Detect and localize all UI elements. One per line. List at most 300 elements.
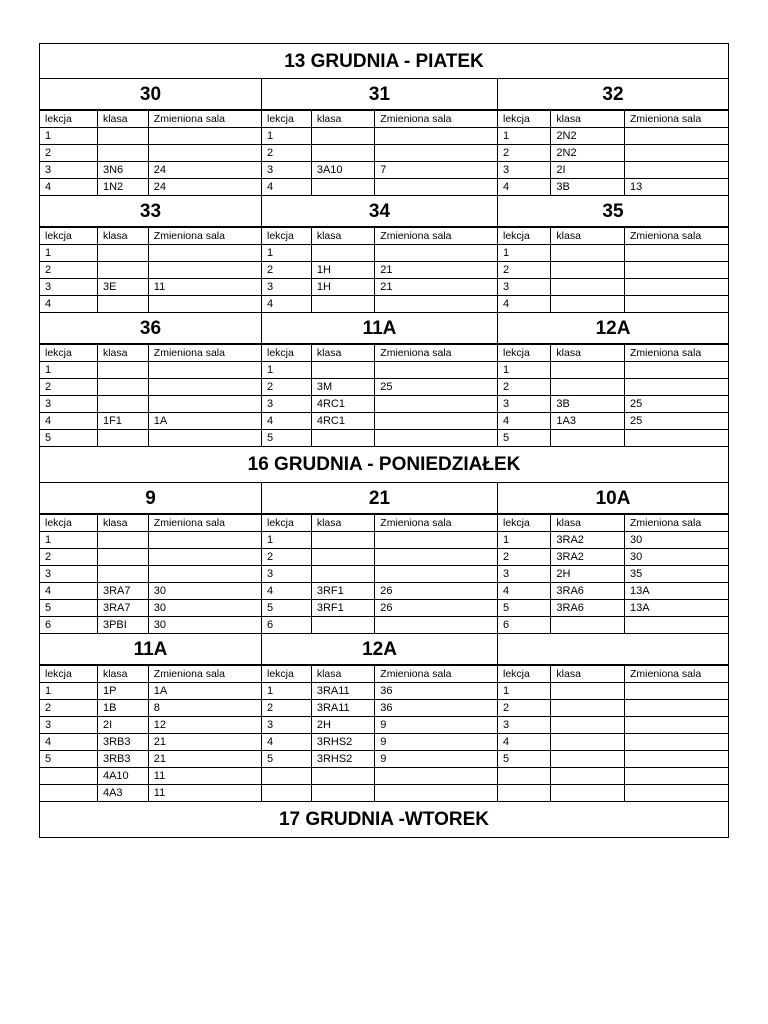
class-cell: 3RB3: [97, 734, 148, 751]
table-row: [40, 262, 261, 279]
class-cell: 3RA2: [551, 532, 625, 549]
lesson-cell: 1: [498, 245, 551, 262]
room-block-row: [39, 313, 729, 447]
class-cell: [311, 768, 374, 785]
table-row: [40, 683, 261, 700]
column-header: Zmieniona sala: [148, 515, 261, 532]
column-header: lekcja: [40, 345, 97, 362]
column-header: Zmieniona sala: [624, 228, 728, 245]
lesson-cell: 2: [40, 145, 97, 162]
changed-room-cell: 11: [148, 768, 261, 785]
table-row: [262, 279, 497, 296]
table-row: [40, 785, 261, 802]
class-cell: 2N2: [551, 128, 625, 145]
class-cell: [97, 262, 148, 279]
room-column: [39, 79, 261, 196]
changed-room-cell: 21: [375, 279, 497, 296]
table-row: [40, 734, 261, 751]
table-row: [262, 413, 497, 430]
lesson-cell: 4: [40, 179, 97, 196]
lesson-cell: 2: [262, 700, 311, 717]
table-header-row: [498, 111, 728, 128]
class-cell: [311, 128, 374, 145]
table-row: [40, 617, 261, 634]
changed-room-cell: [624, 245, 728, 262]
changed-room-cell: [624, 162, 728, 179]
class-cell: 3RB3: [97, 751, 148, 768]
class-cell: 3M: [311, 379, 374, 396]
changed-room-cell: [624, 362, 728, 379]
lesson-cell: 1: [262, 683, 311, 700]
room-column: [39, 196, 261, 313]
lesson-cell: 2: [498, 145, 551, 162]
column-header: lekcja: [498, 345, 551, 362]
class-cell: [551, 734, 625, 751]
lesson-cell: 3: [262, 279, 311, 296]
changed-room-cell: 1A: [148, 413, 261, 430]
changed-room-cell: [375, 179, 497, 196]
lesson-cell: 5: [40, 430, 97, 447]
day-title: 16 GRUDNIA - PONIEDZIAŁEK: [39, 447, 729, 483]
table-row: [40, 600, 261, 617]
table-row: [262, 179, 497, 196]
class-cell: [551, 245, 625, 262]
table-row: [40, 379, 261, 396]
table-row: [498, 396, 728, 413]
table-row: [498, 549, 728, 566]
table-row: [498, 128, 728, 145]
class-cell: 1N2: [97, 179, 148, 196]
table-row: [498, 145, 728, 162]
changed-room-cell: [624, 430, 728, 447]
lesson-cell: 3: [40, 396, 97, 413]
room-block-row: [39, 634, 729, 802]
class-cell: [97, 362, 148, 379]
table-row: [40, 566, 261, 583]
room-number: 33: [40, 196, 261, 227]
table-row: [262, 700, 497, 717]
class-cell: 2I: [97, 717, 148, 734]
table-row: [262, 162, 497, 179]
table-row: [262, 379, 497, 396]
room-column: [497, 634, 729, 802]
changed-room-cell: 30: [624, 532, 728, 549]
lesson-cell: 3: [498, 396, 551, 413]
table-row: [262, 145, 497, 162]
class-cell: 3RHS2: [311, 734, 374, 751]
class-cell: 3N6: [97, 162, 148, 179]
class-cell: [311, 532, 374, 549]
lesson-cell: 4: [40, 296, 97, 313]
column-header: Zmieniona sala: [624, 345, 728, 362]
class-cell: [97, 245, 148, 262]
changed-room-cell: [148, 430, 261, 447]
table-row: [262, 583, 497, 600]
table-header-row: [262, 345, 497, 362]
lesson-cell: 4: [262, 583, 311, 600]
table-row: [262, 362, 497, 379]
room-change-table: [40, 344, 261, 446]
changed-room-cell: [148, 549, 261, 566]
changed-room-cell: 24: [148, 162, 261, 179]
lesson-cell: 4: [498, 583, 551, 600]
table-row: [40, 296, 261, 313]
column-header: lekcja: [40, 666, 97, 683]
table-row: [498, 279, 728, 296]
table-row: [498, 734, 728, 751]
lesson-cell: 5: [498, 600, 551, 617]
changed-room-cell: [624, 768, 728, 785]
table-row: [40, 549, 261, 566]
table-row: [262, 532, 497, 549]
changed-room-cell: [375, 145, 497, 162]
table-row: [498, 296, 728, 313]
room-change-table: [262, 110, 497, 195]
lesson-cell: 3: [498, 566, 551, 583]
table-row: [498, 245, 728, 262]
table-row: [498, 179, 728, 196]
class-cell: 4RC1: [311, 396, 374, 413]
changed-room-cell: 25: [624, 396, 728, 413]
class-cell: 3RA2: [551, 549, 625, 566]
class-cell: 1B: [97, 700, 148, 717]
class-cell: 1H: [311, 279, 374, 296]
class-cell: 3RA6: [551, 600, 625, 617]
lesson-cell: 5: [498, 430, 551, 447]
class-cell: [97, 296, 148, 313]
class-cell: [97, 128, 148, 145]
class-cell: 3RF1: [311, 600, 374, 617]
changed-room-cell: [624, 617, 728, 634]
table-row: [498, 362, 728, 379]
class-cell: 3A10: [311, 162, 374, 179]
changed-room-cell: 30: [148, 583, 261, 600]
room-change-table: [40, 665, 261, 801]
lesson-cell: 2: [498, 262, 551, 279]
column-header: klasa: [97, 111, 148, 128]
table-row: [498, 700, 728, 717]
table-row: [498, 717, 728, 734]
changed-room-cell: [148, 262, 261, 279]
lesson-cell: 4: [262, 413, 311, 430]
changed-room-cell: 30: [624, 549, 728, 566]
changed-room-cell: [148, 396, 261, 413]
table-header-row: [498, 666, 728, 683]
lesson-cell: 1: [40, 362, 97, 379]
changed-room-cell: [375, 413, 497, 430]
table-row: [262, 617, 497, 634]
table-header-row: [262, 666, 497, 683]
room-number: 12A: [498, 313, 728, 344]
lesson-cell: 3: [262, 396, 311, 413]
changed-room-cell: [624, 262, 728, 279]
changed-room-cell: 12: [148, 717, 261, 734]
lesson-cell: 2: [498, 379, 551, 396]
table-row: [498, 785, 728, 802]
lesson-cell: [40, 768, 97, 785]
changed-room-cell: [375, 128, 497, 145]
room-column: [261, 196, 497, 313]
changed-room-cell: 7: [375, 162, 497, 179]
table-row: [262, 245, 497, 262]
lesson-cell: [40, 785, 97, 802]
room-number: 21: [262, 483, 497, 514]
table-header-row: [498, 515, 728, 532]
table-header-row: [262, 111, 497, 128]
lesson-cell: 2: [40, 549, 97, 566]
table-row: [40, 162, 261, 179]
class-cell: [311, 566, 374, 583]
lesson-cell: 1: [262, 532, 311, 549]
room-column: [261, 634, 497, 802]
lesson-cell: 1: [40, 245, 97, 262]
lesson-cell: 6: [262, 617, 311, 634]
changed-room-cell: 35: [624, 566, 728, 583]
changed-room-cell: [624, 379, 728, 396]
class-cell: [97, 379, 148, 396]
table-row: [262, 717, 497, 734]
lesson-cell: 5: [262, 600, 311, 617]
lesson-cell: 1: [40, 128, 97, 145]
column-header: Zmieniona sala: [375, 666, 497, 683]
lesson-cell: 1: [40, 683, 97, 700]
changed-room-cell: [624, 128, 728, 145]
room-column: [497, 313, 729, 447]
table-row: [262, 566, 497, 583]
table-row: [498, 768, 728, 785]
lesson-cell: 5: [498, 751, 551, 768]
class-cell: [97, 145, 148, 162]
room-change-table: [40, 227, 261, 312]
changed-room-cell: [375, 566, 497, 583]
table-header-row: [40, 345, 261, 362]
column-header: lekcja: [262, 515, 311, 532]
changed-room-cell: [624, 683, 728, 700]
column-header: lekcja: [40, 111, 97, 128]
column-header: lekcja: [262, 111, 311, 128]
lesson-cell: 3: [262, 162, 311, 179]
class-cell: [551, 379, 625, 396]
class-cell: [311, 296, 374, 313]
class-cell: [551, 617, 625, 634]
class-cell: [311, 785, 374, 802]
class-cell: [551, 279, 625, 296]
class-cell: 1H: [311, 262, 374, 279]
table-row: [498, 379, 728, 396]
room-change-table: [262, 344, 497, 446]
lesson-cell: [262, 768, 311, 785]
class-cell: 4A10: [97, 768, 148, 785]
class-cell: [311, 145, 374, 162]
class-cell: 1P: [97, 683, 148, 700]
lesson-cell: 3: [262, 566, 311, 583]
column-header: Zmieniona sala: [624, 515, 728, 532]
day-title: 13 GRUDNIA - PIATEK: [39, 43, 729, 79]
column-header: lekcja: [262, 345, 311, 362]
table-row: [498, 683, 728, 700]
table-row: [40, 279, 261, 296]
lesson-cell: 2: [40, 700, 97, 717]
column-header: klasa: [551, 515, 625, 532]
class-cell: [97, 566, 148, 583]
class-cell: 3RF1: [311, 583, 374, 600]
lesson-cell: 3: [40, 717, 97, 734]
column-header: klasa: [311, 345, 374, 362]
lesson-cell: 4: [262, 296, 311, 313]
class-cell: 3PBI: [97, 617, 148, 634]
table-row: [262, 430, 497, 447]
class-cell: 2N2: [551, 145, 625, 162]
room-change-table: [262, 514, 497, 633]
changed-room-cell: [148, 362, 261, 379]
lesson-cell: 3: [498, 162, 551, 179]
column-header: lekcja: [262, 228, 311, 245]
lesson-cell: 1: [40, 532, 97, 549]
column-header: Zmieniona sala: [148, 345, 261, 362]
lesson-cell: 1: [262, 245, 311, 262]
lesson-cell: 4: [498, 413, 551, 430]
changed-room-cell: [375, 785, 497, 802]
lesson-cell: 1: [262, 128, 311, 145]
table-row: [498, 413, 728, 430]
table-row: [262, 396, 497, 413]
class-cell: 3RA11: [311, 683, 374, 700]
table-header-row: [40, 228, 261, 245]
table-row: [498, 262, 728, 279]
room-column: [261, 79, 497, 196]
class-cell: 3B: [551, 396, 625, 413]
changed-room-cell: 36: [375, 700, 497, 717]
class-cell: [551, 362, 625, 379]
room-block-row: [39, 196, 729, 313]
room-number: 31: [262, 79, 497, 110]
table-row: [262, 262, 497, 279]
room-change-table: [262, 227, 497, 312]
table-row: [40, 179, 261, 196]
changed-room-cell: 26: [375, 600, 497, 617]
room-change-table: [40, 514, 261, 633]
column-header: klasa: [551, 111, 625, 128]
column-header: lekcja: [40, 228, 97, 245]
column-header: klasa: [551, 345, 625, 362]
class-cell: [311, 430, 374, 447]
changed-room-cell: [624, 145, 728, 162]
room-number: 10A: [498, 483, 728, 514]
room-column: [39, 634, 261, 802]
changed-room-cell: 26: [375, 583, 497, 600]
table-row: [40, 145, 261, 162]
lesson-cell: 2: [498, 549, 551, 566]
column-header: lekcja: [498, 666, 551, 683]
class-cell: 3RA7: [97, 583, 148, 600]
changed-room-cell: [624, 700, 728, 717]
class-cell: [551, 700, 625, 717]
changed-room-cell: 13A: [624, 583, 728, 600]
table-row: [262, 549, 497, 566]
lesson-cell: 2: [262, 145, 311, 162]
changed-room-cell: [148, 128, 261, 145]
room-block-row: [39, 483, 729, 634]
table-row: [40, 396, 261, 413]
class-cell: 3RA6: [551, 583, 625, 600]
changed-room-cell: [624, 279, 728, 296]
class-cell: [97, 532, 148, 549]
class-cell: [551, 262, 625, 279]
changed-room-cell: [624, 785, 728, 802]
changed-room-cell: [624, 296, 728, 313]
table-row: [262, 683, 497, 700]
class-cell: [551, 683, 625, 700]
table-header-row: [262, 515, 497, 532]
lesson-cell: 3: [40, 279, 97, 296]
lesson-cell: 2: [262, 549, 311, 566]
room-change-table: [498, 110, 728, 195]
changed-room-cell: 21: [375, 262, 497, 279]
changed-room-cell: 9: [375, 751, 497, 768]
room-number: 34: [262, 196, 497, 227]
lesson-cell: 6: [498, 617, 551, 634]
changed-room-cell: [375, 617, 497, 634]
lesson-cell: 3: [262, 717, 311, 734]
lesson-cell: 4: [262, 734, 311, 751]
lesson-cell: 2: [262, 262, 311, 279]
changed-room-cell: 13: [624, 179, 728, 196]
class-cell: [97, 549, 148, 566]
lesson-cell: 3: [498, 717, 551, 734]
table-header-row: [40, 515, 261, 532]
table-header-row: [40, 666, 261, 683]
changed-room-cell: [375, 430, 497, 447]
lesson-cell: 1: [498, 362, 551, 379]
column-header: Zmieniona sala: [375, 515, 497, 532]
changed-room-cell: [375, 296, 497, 313]
table-row: [262, 768, 497, 785]
class-cell: [311, 245, 374, 262]
lesson-cell: 5: [40, 751, 97, 768]
column-header: Zmieniona sala: [375, 228, 497, 245]
lesson-cell: [498, 768, 551, 785]
table-row: [498, 162, 728, 179]
lesson-cell: 1: [498, 683, 551, 700]
table-header-row: [262, 228, 497, 245]
lesson-cell: 4: [262, 179, 311, 196]
column-header: Zmieniona sala: [624, 666, 728, 683]
changed-room-cell: [148, 296, 261, 313]
table-row: [40, 128, 261, 145]
class-cell: 4RC1: [311, 413, 374, 430]
table-row: [262, 128, 497, 145]
changed-room-cell: 25: [624, 413, 728, 430]
column-header: lekcja: [498, 111, 551, 128]
column-header: klasa: [97, 345, 148, 362]
room-column: [39, 313, 261, 447]
class-cell: 3RA7: [97, 600, 148, 617]
lesson-cell: 4: [498, 179, 551, 196]
table-row: [498, 430, 728, 447]
table-row: [40, 768, 261, 785]
column-header: klasa: [551, 228, 625, 245]
changed-room-cell: [148, 379, 261, 396]
table-row: [498, 583, 728, 600]
table-header-row: [498, 345, 728, 362]
column-header: lekcja: [498, 228, 551, 245]
column-header: klasa: [311, 515, 374, 532]
room-column: [497, 483, 729, 634]
changed-room-cell: 8: [148, 700, 261, 717]
changed-room-cell: [375, 396, 497, 413]
class-cell: 1A3: [551, 413, 625, 430]
changed-room-cell: [148, 245, 261, 262]
